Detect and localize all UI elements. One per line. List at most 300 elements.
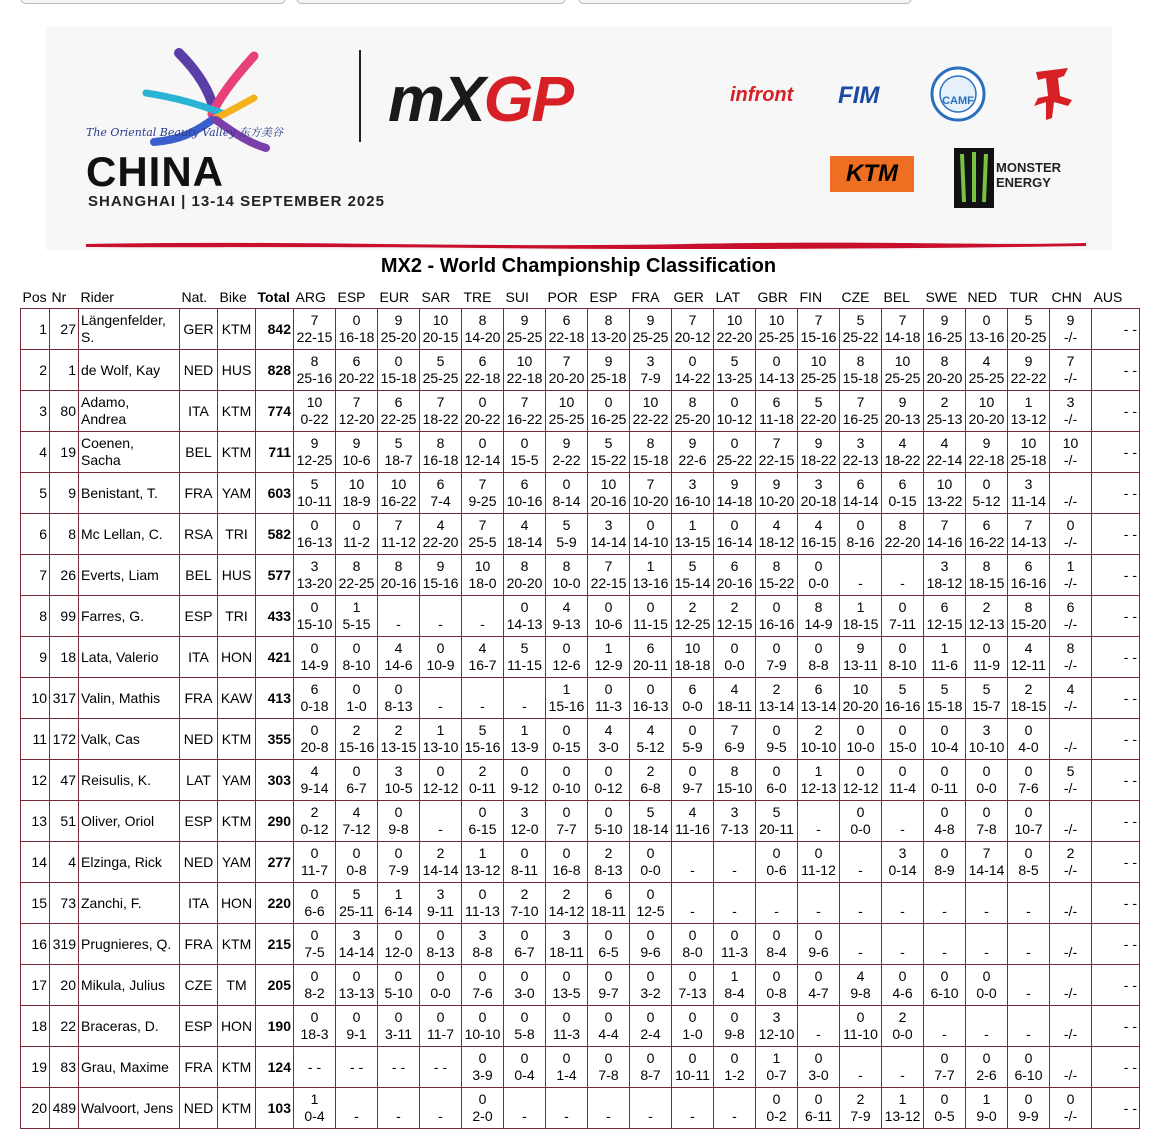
cell-round-result [924, 473, 966, 514]
round-heat-points: 1-4 [556, 1067, 577, 1083]
round-points: 0 [352, 517, 361, 533]
round-points: 7 [604, 558, 613, 574]
round-points: 0 [520, 435, 529, 451]
col-header-bike[interactable]: Bike [219, 289, 247, 305]
round-points: 2 [520, 886, 529, 902]
col-header-total[interactable]: Total [257, 289, 290, 305]
round-heat-points: 7-12 [342, 821, 371, 837]
cell-round-result [504, 678, 546, 719]
cell-round-result [798, 801, 840, 842]
round-heat-points: 6-0 [766, 780, 787, 796]
col-header-round[interactable]: ESP [337, 289, 366, 305]
cell-round-result [336, 637, 378, 678]
round-heat-points: 16-22 [968, 534, 1005, 550]
round-points: 3 [310, 558, 319, 574]
cell-round-result [1008, 1088, 1050, 1129]
round-heat-points: 5-9 [556, 534, 577, 550]
round-points: 8 [394, 558, 403, 574]
round-heat-points: 20-8 [300, 739, 329, 755]
round-points: 1 [436, 722, 445, 738]
round-heat-points: - [984, 1026, 989, 1042]
round-heat-points: 8-8 [808, 657, 829, 673]
round-points: 4 [898, 435, 907, 451]
cell-round-result [798, 350, 840, 391]
round-heat-points: 25-18 [590, 370, 627, 386]
round-heat-points: -/- [1063, 821, 1078, 837]
col-header-round[interactable]: FRA [631, 289, 660, 305]
round-points: 5 [982, 681, 991, 697]
table-row[interactable] [21, 350, 1140, 391]
round-heat-points: 25-25 [506, 329, 543, 345]
col-header-round[interactable]: TRE [463, 289, 492, 305]
table-row[interactable] [21, 760, 1140, 801]
cell-round-result [378, 350, 420, 391]
cell-round-result [840, 596, 882, 637]
round-points: 0 [814, 968, 823, 984]
round-heat-points: 14-14 [422, 862, 459, 878]
table-row[interactable] [21, 1088, 1140, 1129]
col-header-round[interactable]: POR [547, 289, 578, 305]
round-heat-points: 10-11 [675, 1067, 710, 1083]
cell-round-result [420, 596, 462, 637]
col-header-round[interactable]: CZE [841, 289, 870, 305]
cell-round-result [672, 391, 714, 432]
round-heat-points: 14-10 [632, 534, 669, 550]
round-heat-points: 0-0 [430, 985, 451, 1001]
col-header-pos[interactable]: Pos [22, 289, 47, 305]
cell-rider: Reisulis, K. [79, 760, 180, 801]
round-heat-points: 16-10 [674, 493, 711, 509]
cell-round-result [840, 883, 882, 924]
round-points: 5 [646, 804, 655, 820]
round-heat-points: 20-20 [506, 575, 543, 591]
round-heat-points: -/- [1063, 944, 1078, 960]
round-heat-points: - [396, 616, 401, 632]
cell-round-result [756, 883, 798, 924]
cell-pos: 11 [21, 719, 50, 760]
cell-round-result [966, 391, 1008, 432]
cell-round-result [882, 719, 924, 760]
round-points: 0 [478, 804, 487, 820]
fim-logo: FIM [838, 82, 880, 109]
round-points: 6 [688, 681, 697, 697]
cell-round-result [546, 555, 588, 596]
round-points [378, 599, 419, 616]
round-points: 1 [1024, 394, 1033, 410]
round-points: 4 [940, 435, 949, 451]
cell-round-result [966, 678, 1008, 719]
round-points: 1 [394, 886, 403, 902]
round-points: 0 [1024, 804, 1033, 820]
round-points: 2 [436, 845, 445, 861]
round-heat-points: 6-14 [384, 903, 413, 919]
cell-round-result [924, 1088, 966, 1129]
round-points: 4 [856, 968, 865, 984]
cell-round-result [1092, 309, 1140, 350]
table-row[interactable] [21, 473, 1140, 514]
cell-nat: NED [180, 1088, 218, 1129]
round-heat-points: 10-0 [552, 575, 581, 591]
cell-round-result [840, 924, 882, 965]
cell-rider: Lata, Valerio [79, 637, 180, 678]
round-heat-points: 0-8 [766, 985, 787, 1001]
round-points: 6 [520, 476, 529, 492]
round-points: - - [391, 1058, 406, 1075]
cell-round-result [1008, 637, 1050, 678]
round-points: 9 [940, 312, 949, 328]
cell-round-result [630, 965, 672, 1006]
cell-round-result [588, 473, 630, 514]
col-header-nr[interactable]: Nr [51, 289, 67, 305]
cell-round-result [966, 432, 1008, 473]
round-points: 9 [1066, 312, 1075, 328]
round-points: 9 [394, 312, 403, 328]
cell-round-result [714, 514, 756, 555]
round-points: - - [1123, 1017, 1137, 1034]
round-heat-points: 14-14 [338, 944, 375, 960]
round-heat-points: 15-10 [296, 616, 333, 632]
cell-round-result [714, 678, 756, 719]
round-heat-points: 22-20 [884, 534, 921, 550]
cell-round-result [1050, 391, 1092, 432]
col-header-round[interactable]: AUS [1093, 289, 1123, 305]
table-row[interactable] [21, 965, 1140, 1006]
round-points: 3 [562, 927, 571, 943]
round-heat-points: 0-0 [682, 698, 703, 714]
col-header-round[interactable]: SAR [421, 289, 451, 305]
round-points [546, 1091, 587, 1108]
col-header-round[interactable]: TUR [1009, 289, 1039, 305]
col-header-round[interactable]: EUR [379, 289, 410, 305]
cell-round-result [714, 719, 756, 760]
cell-total: 577 [256, 555, 294, 596]
round-points: 0 [352, 312, 361, 328]
cell-round-result [630, 1006, 672, 1047]
cell-round-result [1050, 555, 1092, 596]
col-header-nat[interactable]: Nat. [181, 289, 208, 305]
col-header-round[interactable]: BEL [883, 289, 910, 305]
round-points: 6 [814, 681, 823, 697]
cell-round-result [672, 1088, 714, 1129]
round-points: 2 [394, 722, 403, 738]
cell-round-result [336, 391, 378, 432]
round-heat-points: 0-18 [300, 698, 329, 714]
top-control-button[interactable] [296, 0, 566, 4]
round-points: 10 [600, 476, 617, 492]
cell-round-result [840, 719, 882, 760]
cell-round-result [1008, 801, 1050, 842]
cell-round-result [462, 432, 504, 473]
cell-round-result [336, 432, 378, 473]
round-points: 0 [982, 640, 991, 656]
top-control-button[interactable] [20, 0, 286, 4]
round-points [1050, 1009, 1091, 1026]
cell-bike: YAM [218, 473, 256, 514]
round-points: 4 [436, 517, 445, 533]
round-points: 2 [1066, 845, 1075, 861]
round-heat-points: 9-7 [598, 985, 619, 1001]
cell-round-result [378, 432, 420, 473]
round-points: - - [1123, 443, 1137, 460]
cell-round-result [756, 1047, 798, 1088]
cell-round-result [294, 965, 336, 1006]
round-points: 0 [982, 763, 991, 779]
cell-round-result [966, 309, 1008, 350]
col-header-round[interactable]: ARG [295, 289, 326, 305]
round-heat-points: 3-11 [385, 1026, 412, 1042]
round-points: 2 [982, 599, 991, 615]
cell-round-result [1008, 473, 1050, 514]
table-row[interactable] [21, 555, 1140, 596]
round-heat-points: - [816, 1026, 821, 1042]
cell-total: 215 [256, 924, 294, 965]
cell-round-result [630, 473, 672, 514]
cell-round-result [714, 801, 756, 842]
round-heat-points: 0-0 [850, 821, 871, 837]
cell-nat: ITA [180, 637, 218, 678]
cell-round-result [966, 965, 1008, 1006]
cell-round-result [1008, 678, 1050, 719]
round-points: 9 [436, 558, 445, 574]
cell-round-result [546, 842, 588, 883]
table-row[interactable] [21, 637, 1140, 678]
cell-round-result [714, 391, 756, 432]
table-row[interactable] [21, 1047, 1140, 1088]
round-points: 0 [940, 763, 949, 779]
round-points: 0 [1024, 1091, 1033, 1107]
cell-round-result [756, 514, 798, 555]
round-points: 0 [898, 640, 907, 656]
round-points: 9 [688, 435, 697, 451]
cell-pos: 4 [21, 432, 50, 473]
col-header-round[interactable]: GBR [757, 289, 788, 305]
cell-round-result [840, 555, 882, 596]
cell-round-result [336, 801, 378, 842]
round-points: 3 [604, 517, 613, 533]
round-heat-points: - [984, 903, 989, 919]
round-points: 10 [474, 558, 491, 574]
round-heat-points: 16-16 [1010, 575, 1047, 591]
round-heat-points: - [690, 903, 695, 919]
round-heat-points: 0-14 [888, 862, 917, 878]
table-row[interactable] [21, 883, 1140, 924]
table-row[interactable] [21, 309, 1140, 350]
cell-round-result [1050, 309, 1092, 350]
round-heat-points: 0-0 [724, 657, 745, 673]
table-row[interactable] [21, 719, 1140, 760]
round-heat-points: 10-16 [506, 493, 543, 509]
round-heat-points: 20-20 [968, 411, 1005, 427]
round-heat-points: 6-5 [598, 944, 619, 960]
round-heat-points: 11-18 [759, 411, 794, 427]
table-row[interactable] [21, 391, 1140, 432]
cell-pos: 15 [21, 883, 50, 924]
top-control-button[interactable] [578, 0, 912, 4]
cell-round-result [546, 924, 588, 965]
round-points [1050, 804, 1091, 821]
round-heat-points: 11-2 [343, 534, 370, 550]
round-points: 2 [688, 599, 697, 615]
cell-round-result [420, 678, 462, 719]
round-points: 2 [1024, 681, 1033, 697]
round-heat-points: 13-16 [632, 575, 669, 591]
cell-round-result [798, 555, 840, 596]
cell-round-result [420, 432, 462, 473]
col-header-round[interactable]: ESP [589, 289, 618, 305]
round-points: 2 [730, 599, 739, 615]
cell-round-result [630, 924, 672, 965]
round-points [504, 1091, 545, 1108]
round-points: 7 [814, 312, 823, 328]
cell-round-result [1008, 719, 1050, 760]
round-points: 0 [940, 804, 949, 820]
round-heat-points: 9-11 [427, 903, 454, 919]
cell-round-result [294, 760, 336, 801]
camf-logo [930, 66, 986, 122]
col-header-round[interactable]: LAT [715, 289, 741, 305]
round-points: - - [307, 1058, 322, 1075]
round-heat-points: 22-18 [464, 370, 501, 386]
event-venue-dates: SHANGHAI | 13-14 SEPTEMBER 2025 [88, 193, 385, 210]
col-header-rider[interactable]: Rider [80, 289, 114, 305]
round-heat-points: 14-18 [716, 493, 753, 509]
cell-round-result [756, 760, 798, 801]
cell-round-result [504, 350, 546, 391]
round-points: 0 [772, 599, 781, 615]
round-points: 7 [478, 517, 487, 533]
cell-total: 421 [256, 637, 294, 678]
table-row[interactable] [21, 432, 1140, 473]
round-points: 0 [478, 1091, 487, 1107]
round-heat-points: 9-12 [510, 780, 539, 796]
table-row[interactable] [21, 924, 1140, 965]
cell-pos: 14 [21, 842, 50, 883]
round-heat-points: 6-9 [724, 739, 745, 755]
cell-round-result [420, 924, 462, 965]
cell-round-result [630, 309, 672, 350]
cell-round-result [1050, 965, 1092, 1006]
round-points [882, 927, 923, 944]
cell-round-result [336, 555, 378, 596]
round-points: 7 [352, 394, 361, 410]
round-points: 0 [394, 353, 403, 369]
cell-round-result [966, 1088, 1008, 1129]
round-points: 7 [1024, 517, 1033, 533]
banner-divider [359, 50, 361, 142]
round-points [798, 1009, 839, 1026]
table-row[interactable] [21, 514, 1140, 555]
round-points [672, 1091, 713, 1108]
col-header-round[interactable]: SUI [505, 289, 529, 305]
cell-rider: Mc Lellan, C. [79, 514, 180, 555]
cell-round-result [798, 678, 840, 719]
cell-round-result [966, 801, 1008, 842]
cell-round-result [420, 473, 462, 514]
cell-round-result [588, 514, 630, 555]
round-heat-points: 15-14 [674, 575, 711, 591]
col-header-round[interactable]: SWE [925, 289, 958, 305]
round-points: 1 [604, 640, 613, 656]
cell-round-result [462, 801, 504, 842]
cell-round-result [588, 596, 630, 637]
col-header-round[interactable]: NED [967, 289, 998, 305]
table-row[interactable] [21, 678, 1140, 719]
cell-round-result [336, 473, 378, 514]
table-row[interactable] [21, 801, 1140, 842]
cell-round-result [924, 965, 966, 1006]
round-points: 3 [436, 886, 445, 902]
round-heat-points: 16-15 [800, 534, 837, 550]
cell-round-result [462, 1047, 504, 1088]
table-row[interactable] [21, 596, 1140, 637]
round-points: 5 [814, 394, 823, 410]
round-heat-points: 12-25 [296, 452, 333, 468]
round-points: 6 [352, 353, 361, 369]
round-heat-points: 14-20 [464, 329, 501, 345]
round-points: 0 [730, 1009, 739, 1025]
round-points: 2 [646, 763, 655, 779]
round-heat-points: 7-13 [720, 821, 749, 837]
round-points: 0 [562, 1009, 571, 1025]
cell-rider: Valin, Mathis [79, 678, 180, 719]
round-points [882, 1050, 923, 1067]
cell-round-result [924, 309, 966, 350]
cell-round-result [1050, 432, 1092, 473]
round-points: 5 [604, 435, 613, 451]
col-header-round[interactable]: CHN [1051, 289, 1082, 305]
round-heat-points: 10-10 [464, 1026, 501, 1042]
round-points: 0 [730, 640, 739, 656]
round-points [714, 845, 755, 862]
round-heat-points: 25-25 [968, 370, 1005, 386]
round-heat-points: 11-13 [465, 903, 500, 919]
round-heat-points: 0-0 [892, 1026, 913, 1042]
cell-round-result [1050, 514, 1092, 555]
round-heat-points: -/- [1063, 739, 1078, 755]
col-header-round[interactable]: FIN [799, 289, 823, 305]
cell-round-result [924, 637, 966, 678]
cell-round-result [1050, 1047, 1092, 1088]
cell-round-result [1050, 473, 1092, 514]
round-heat-points: -/- [1063, 370, 1078, 386]
round-heat-points: - [816, 903, 821, 919]
cell-round-result [882, 1088, 924, 1129]
cell-round-result [714, 883, 756, 924]
cell-round-result [420, 801, 462, 842]
table-row[interactable] [21, 842, 1140, 883]
cell-round-result [672, 473, 714, 514]
round-points: 6 [436, 476, 445, 492]
cell-round-result [1092, 965, 1140, 1006]
cell-pos: 7 [21, 555, 50, 596]
cell-rider: Farres, G. [79, 596, 180, 637]
round-heat-points: 7-9 [640, 370, 661, 386]
cell-round-result [798, 965, 840, 1006]
cell-round-result [588, 883, 630, 924]
round-points: 0 [772, 722, 781, 738]
round-heat-points: 18-15 [968, 575, 1005, 591]
cell-round-result [588, 842, 630, 883]
round-heat-points: 4-4 [598, 1026, 619, 1042]
col-header-round[interactable]: GER [673, 289, 704, 305]
cell-round-result [714, 432, 756, 473]
round-points [840, 1050, 881, 1067]
cell-round-result [630, 1047, 672, 1088]
table-row[interactable] [21, 1006, 1140, 1047]
cell-round-result [966, 555, 1008, 596]
cell-round-result [798, 842, 840, 883]
round-points: 10 [684, 640, 701, 656]
